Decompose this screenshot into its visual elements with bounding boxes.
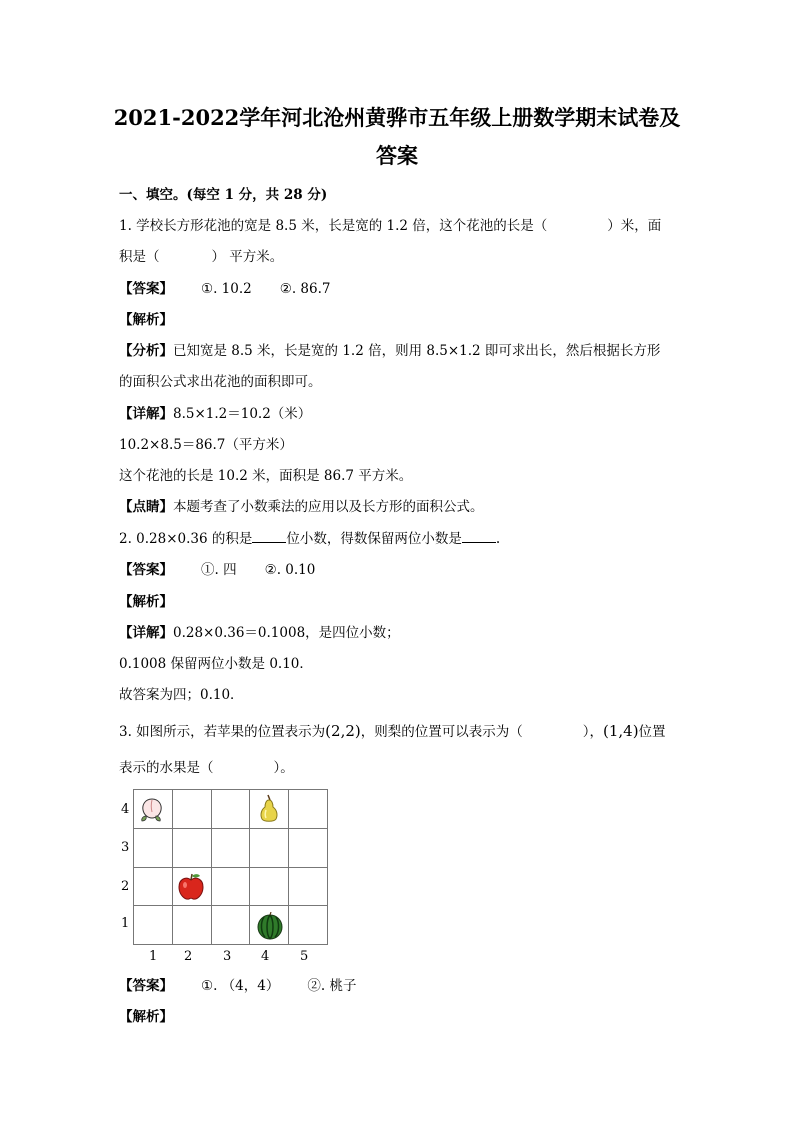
q2-detail-line3: 故答案为四；0.10． (119, 687, 244, 703)
fenxi-label: 【分析】 (119, 343, 173, 359)
q3-stem-line2 (119, 759, 294, 777)
q2-answer-1: ①. 四 (201, 562, 237, 578)
grid-cell (133, 905, 173, 945)
grid-cell (133, 867, 173, 907)
page-title: 2021-2022学年河北沧州黄骅市五年级上册数学期末试卷及 (113, 105, 681, 130)
grid-cell (288, 905, 328, 945)
q1-stem-line1 (119, 217, 661, 235)
grid-cell (133, 828, 173, 868)
q2-stem (119, 530, 500, 548)
x-label-4: 4 (261, 949, 270, 964)
answer-label: 【答案】 (119, 978, 173, 994)
comment-label: 【点睛】 (119, 499, 173, 515)
q1-text-c: 积是（ (119, 249, 160, 265)
grid-cell (172, 905, 212, 945)
q2-answer-2: ②. 0.10 (264, 562, 316, 578)
q2-blank-2 (462, 530, 496, 543)
page-title-continued: 答案 (376, 143, 418, 168)
q3-coord-question: (1,4) (602, 722, 639, 740)
q2-text-c: . (495, 531, 501, 547)
q3-text-e: 表示的水果是（ (119, 760, 214, 776)
q1-fenxi-a: 已知宽是 8.5 米，长是宽的 1.2 倍，则用 8.5×1.2 即可求出长，然后根据长方形 (173, 343, 661, 359)
q3-text-a: 3. 如图所示，若苹果的位置表示为 (119, 724, 326, 740)
q3-coord-apple: (2,2) (325, 722, 361, 740)
grid-cell (172, 828, 212, 868)
q3-answer (119, 977, 356, 995)
grid-cell (288, 789, 328, 829)
detail-label: 【详解】 (119, 406, 173, 422)
q2-analysis-label: 【解析】 (119, 594, 173, 610)
q3-text-b: ，则梨的位置可以表示为（ (360, 724, 523, 740)
q3-stem-line1 (119, 722, 666, 741)
section-heading: 一、填空。(每空 1 分，共 28 分) (119, 187, 328, 203)
grid-cell (288, 867, 328, 907)
x-label-1: 1 (149, 949, 158, 964)
y-label-2: 2 (121, 879, 130, 894)
q1-comment (119, 498, 484, 516)
watermelon-icon (256, 912, 284, 940)
q3-answer-1: ①. （4，4） (201, 978, 280, 994)
q1-text-d: ） 平方米。 (211, 249, 284, 265)
q2-answer (119, 561, 315, 579)
q1-text-a: 1. 学校长方形花池的宽是 8.5 米，长是宽的 1.2 倍，这个花池的长是（ (119, 218, 548, 234)
apple-icon (176, 872, 206, 902)
q2-detail-1: 0.28×0.36＝0.1008，是四位小数； (173, 625, 400, 641)
grid-cell (211, 789, 251, 829)
y-label-4: 4 (121, 802, 130, 817)
q1-fenxi-line1 (119, 342, 660, 360)
answer-label: 【答案】 (119, 562, 173, 578)
q1-comment-text: 本题考查了小数乘法的应用以及长方形的面积公式。 (173, 499, 484, 515)
grid-cell (288, 828, 328, 868)
q2-detail-line1 (119, 624, 400, 642)
q1-answer-1: ①. 10.2 (201, 281, 252, 297)
q1-answer (119, 280, 331, 298)
pear-icon (256, 794, 282, 824)
q1-stem-line2 (119, 248, 283, 266)
grid-cell (211, 867, 251, 907)
q1-detail-line2: 10.2×8.5＝86.7（平方米） (119, 437, 293, 453)
q1-text-b: ）米，面 (607, 218, 662, 234)
y-label-3: 3 (121, 840, 130, 855)
grid-cell (211, 828, 251, 868)
q1-detail-line3: 这个花池的长是 10.2 米，面积是 86.7 平方米。 (119, 468, 413, 484)
grid-cell (172, 789, 212, 829)
detail-label: 【详解】 (119, 625, 173, 641)
q2-text-b: 位小数，得数保留两位小数是 (286, 531, 462, 547)
grid-cell (249, 867, 289, 907)
x-label-5: 5 (300, 949, 309, 964)
q2-detail-line2: 0.1008 保留两位小数是 0.10． (119, 656, 313, 672)
x-label-2: 2 (184, 949, 193, 964)
q3-analysis-label: 【解析】 (119, 1009, 173, 1025)
grid-cell (249, 828, 289, 868)
q3-answer-2: ②. 桃子 (307, 978, 357, 994)
y-label-1: 1 (121, 916, 130, 931)
q1-detail-line1 (119, 405, 311, 423)
q2-text-a: 2. 0.28×0.36 的积是 (119, 531, 253, 547)
grid-cell (211, 905, 251, 945)
q2-blank-1 (252, 530, 286, 543)
q1-fenxi-line2: 的面积公式求出花池的面积即可。 (119, 374, 322, 390)
q3-text-f: ）。 (273, 760, 294, 776)
peach-icon (138, 794, 166, 822)
x-label-3: 3 (223, 949, 232, 964)
q3-text-d: 位置 (638, 724, 666, 740)
q3-text-c: ）， (582, 724, 603, 740)
q1-analysis-label: 【解析】 (119, 312, 173, 328)
answer-label: 【答案】 (119, 281, 173, 297)
q1-detail-1: 8.5×1.2＝10.2（米） (173, 406, 312, 422)
q1-answer-2: ②. 86.7 (279, 281, 331, 297)
